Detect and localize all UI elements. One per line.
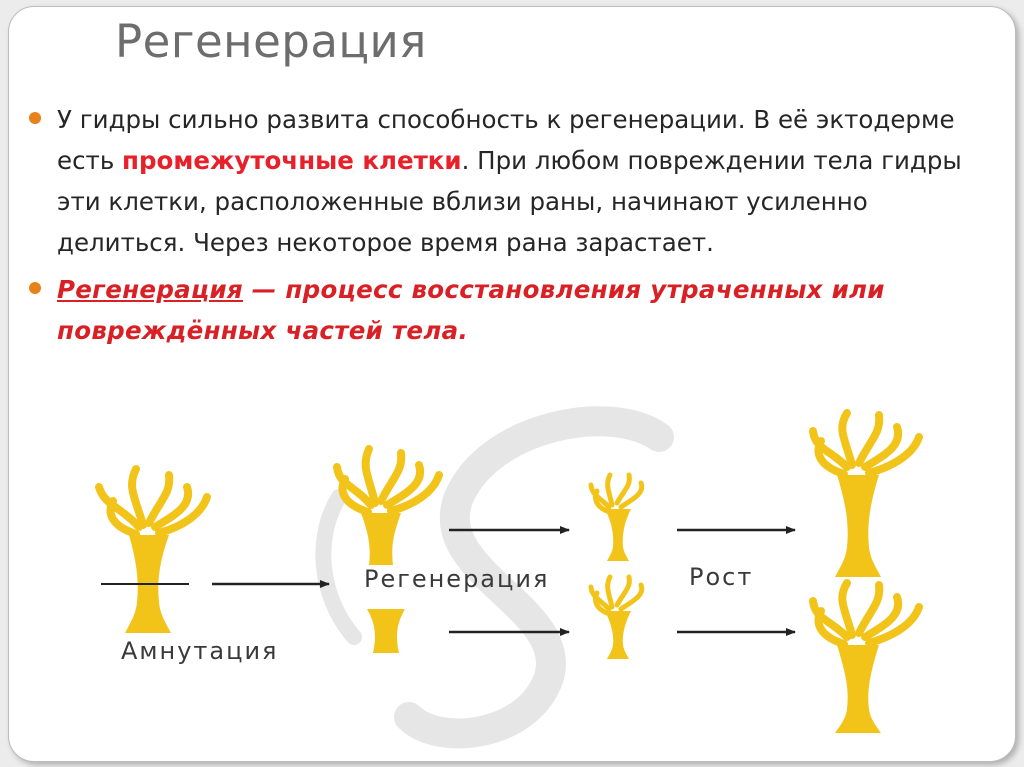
hydra-grown-bottom-icon bbox=[813, 583, 919, 644]
bullet-dot-icon bbox=[29, 112, 41, 124]
hydra-original-icon bbox=[99, 469, 207, 534]
slide-card bbox=[8, 6, 1016, 762]
bullet1-text-part2: . При любом повреждении тела гидры эти клетки, расположенные вблизи раны, начинают усиленно делиться. Через некоторое время рана зарастает. bbox=[57, 146, 962, 257]
hydra-top-part-body bbox=[361, 513, 401, 565]
slide-title: Регенерация bbox=[115, 15, 427, 68]
regeneration-diagram bbox=[9, 387, 1015, 757]
label-regeneration: Регенерация bbox=[364, 565, 550, 593]
hydra-small-top-body bbox=[605, 509, 631, 561]
bullet-hydra-regeneration bbox=[25, 99, 985, 263]
hydra-bottom-part-icon bbox=[367, 609, 405, 653]
label-amputation: Амнутация bbox=[121, 637, 279, 665]
hydra-small-bottom-icon bbox=[591, 577, 642, 613]
hydra-small-bottom-body bbox=[605, 611, 631, 659]
definition-period: . bbox=[458, 316, 469, 345]
hydra-grown-bottom-body bbox=[835, 645, 881, 733]
hydra-small-top-icon bbox=[591, 475, 642, 511]
hydra-top-part-icon bbox=[337, 449, 439, 512]
definition-text: — процесс восстановления утраченных или повреждённых частей тела bbox=[57, 275, 885, 345]
label-growth: Рост bbox=[689, 563, 754, 591]
bullet-dot-icon bbox=[29, 282, 41, 294]
bullet-list bbox=[25, 99, 985, 351]
bullet-definition bbox=[25, 269, 985, 351]
hydra-grown-top-icon bbox=[813, 413, 919, 474]
bullet1-highlight: промежуточные клетки bbox=[122, 146, 462, 175]
definition-term: Регенерация bbox=[57, 275, 243, 304]
bullet1-text-part1: У гидры сильно развита способность к регенерации. В её эктодерме есть bbox=[57, 105, 955, 175]
hydra-grown-top-body bbox=[835, 475, 881, 577]
